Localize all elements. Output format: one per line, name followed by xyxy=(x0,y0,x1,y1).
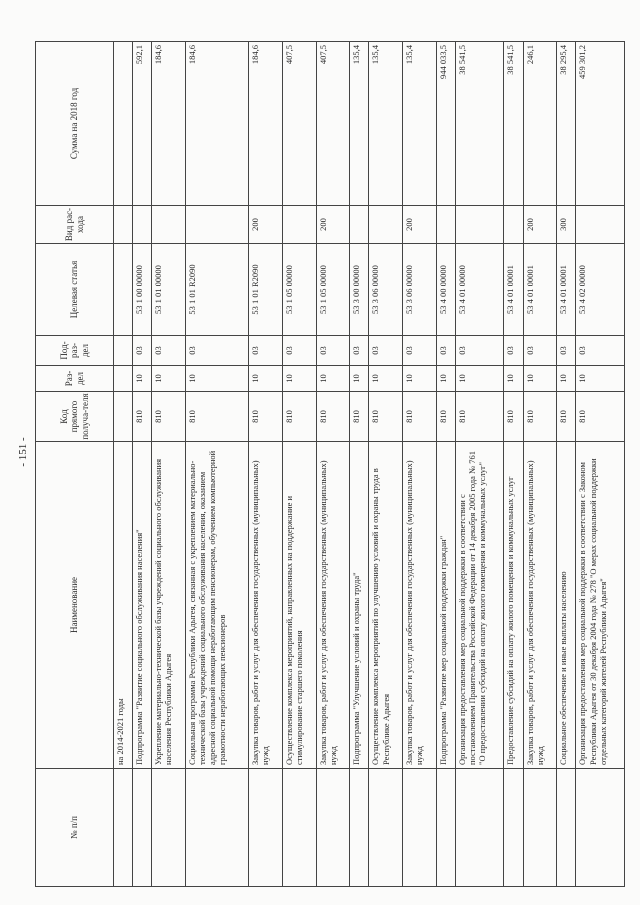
table-row xyxy=(403,42,437,887)
row-num xyxy=(523,769,557,887)
budget-table xyxy=(35,41,625,887)
header-section: Раз-дел xyxy=(36,366,114,392)
row-exp-type xyxy=(152,206,186,244)
row-name: Закупка товаров, работ и услуг для обеспечения государственных (муниципальных) нужд xyxy=(316,442,350,769)
row-code: 810 xyxy=(403,392,437,442)
row-amount: 184,6 xyxy=(185,42,248,206)
table-row xyxy=(152,42,186,887)
table-row xyxy=(249,42,283,887)
row-exp-type xyxy=(576,206,625,244)
row-target xyxy=(114,244,133,336)
row-target: 53 4 01 00001 xyxy=(557,244,576,336)
row-amount: 135,4 xyxy=(403,42,437,206)
row-section: 10 xyxy=(249,366,283,392)
page-number: - 151 - xyxy=(17,437,29,467)
row-exp-type xyxy=(369,206,403,244)
table-row xyxy=(133,42,152,887)
row-subsection: 03 xyxy=(576,336,625,366)
row-name: Подпрограмма "Развитие мер социальной поддержки граждан" xyxy=(436,442,455,769)
row-code: 810 xyxy=(436,392,455,442)
row-section: 10 xyxy=(350,366,369,392)
table-row xyxy=(282,42,316,887)
rotated-page-content xyxy=(35,42,625,887)
row-amount: 135,4 xyxy=(369,42,403,206)
row-num xyxy=(436,769,455,887)
row-section: 10 xyxy=(523,366,557,392)
table-row xyxy=(504,42,523,887)
table-row xyxy=(436,42,455,887)
row-code: 810 xyxy=(504,392,523,442)
row-code: 810 xyxy=(249,392,283,442)
row-section: 10 xyxy=(456,366,504,392)
row-section: 10 xyxy=(576,366,625,392)
row-code: 810 xyxy=(576,392,625,442)
row-amount: 592,1 xyxy=(133,42,152,206)
row-name: Организация предоставления мер социальной поддержки в соответствии с постановлением Правительства Российской Федерации от 14 декабря 2005 года № 761 "О предоставлении субсидий на оплату жилого помещения и коммунальных услуг" xyxy=(456,442,504,769)
table-row xyxy=(576,42,625,887)
row-target: 53 3 00 00000 xyxy=(350,244,369,336)
header-num: № п/п xyxy=(36,769,114,887)
row-code: 810 xyxy=(456,392,504,442)
row-amount: 459 301,2 xyxy=(576,42,625,206)
row-name: Закупка товаров, работ и услуг для обеспечения государственных (муниципальных) нужд xyxy=(403,442,437,769)
row-num xyxy=(185,769,248,887)
row-exp-type xyxy=(114,206,133,244)
row-section xyxy=(114,366,133,392)
row-exp-type xyxy=(282,206,316,244)
row-name: Социальное обеспечение и иные выплаты населению xyxy=(557,442,576,769)
row-name: Организация предоставления мер социальной поддержки в соответствии с Законом Республики Адыгея от 30 декабря 2004 года № 278 "О мерах социальной поддержки отдельных категорий жителей Республики Адыгея" xyxy=(576,442,625,769)
row-code xyxy=(114,392,133,442)
row-code: 810 xyxy=(282,392,316,442)
row-amount: 407,5 xyxy=(282,42,316,206)
row-amount: 184,6 xyxy=(249,42,283,206)
row-target: 53 1 01 R2090 xyxy=(185,244,248,336)
row-subsection: 03 xyxy=(523,336,557,366)
row-name: на 2014-2021 годы xyxy=(114,442,133,769)
row-exp-type: 200 xyxy=(249,206,283,244)
row-section: 10 xyxy=(436,366,455,392)
row-target: 53 4 00 00000 xyxy=(436,244,455,336)
row-num xyxy=(504,769,523,887)
row-subsection: 03 xyxy=(249,336,283,366)
row-code: 810 xyxy=(316,392,350,442)
row-section: 10 xyxy=(504,366,523,392)
row-name: Предоставление субсидий на оплату жилого помещения и коммунальных услуг xyxy=(504,442,523,769)
table-row xyxy=(369,42,403,887)
row-num xyxy=(369,769,403,887)
row-name: Закупка товаров, работ и услуг для обеспечения государственных (муниципальных) нужд xyxy=(249,442,283,769)
row-name: Подпрограмма "Улучшение условий и охраны труда" xyxy=(350,442,369,769)
row-amount: 38 295,4 xyxy=(557,42,576,206)
row-target: 53 4 01 00000 xyxy=(456,244,504,336)
row-amount: 246,1 xyxy=(523,42,557,206)
row-exp-type: 200 xyxy=(316,206,350,244)
table-row xyxy=(523,42,557,887)
row-subsection: 03 xyxy=(316,336,350,366)
row-amount: 184,6 xyxy=(152,42,186,206)
row-subsection: 03 xyxy=(185,336,248,366)
row-code: 810 xyxy=(523,392,557,442)
row-num xyxy=(249,769,283,887)
row-exp-type xyxy=(133,206,152,244)
row-exp-type xyxy=(350,206,369,244)
row-name: Осуществление комплекса мероприятий по улучшению условий и охраны труда в Республике Адыгея xyxy=(369,442,403,769)
row-amount: 407,5 xyxy=(316,42,350,206)
row-code: 810 xyxy=(557,392,576,442)
header-subsection: Под-раз-дел xyxy=(36,336,114,366)
table-row xyxy=(114,42,133,887)
row-num xyxy=(557,769,576,887)
row-section: 10 xyxy=(133,366,152,392)
row-num xyxy=(133,769,152,887)
row-amount: 944 033,5 xyxy=(436,42,455,206)
row-amount xyxy=(114,42,133,206)
row-target: 53 3 06 00000 xyxy=(369,244,403,336)
table-row xyxy=(557,42,576,887)
row-subsection: 03 xyxy=(133,336,152,366)
row-exp-type: 200 xyxy=(403,206,437,244)
row-target: 53 1 01 R2090 xyxy=(249,244,283,336)
row-target: 53 1 05 00000 xyxy=(316,244,350,336)
header-code: Код прямого получа-теля xyxy=(36,392,114,442)
row-subsection: 03 xyxy=(369,336,403,366)
table-row xyxy=(185,42,248,887)
row-name: Подпрограмма "Развитие социального обслуживания населения" xyxy=(133,442,152,769)
row-section: 10 xyxy=(282,366,316,392)
row-code: 810 xyxy=(350,392,369,442)
row-name: Укрепление материально-технической базы учреждений социального обслуживания населения Республики Адыгея xyxy=(152,442,186,769)
row-name: Осуществление комплекса мероприятий, направленных на поддержание и стимулирование старшего поколения xyxy=(282,442,316,769)
row-exp-type: 200 xyxy=(523,206,557,244)
header-name: Наименование xyxy=(36,442,114,769)
table-body xyxy=(114,42,625,887)
row-num xyxy=(576,769,625,887)
row-section: 10 xyxy=(152,366,186,392)
row-exp-type: 300 xyxy=(557,206,576,244)
row-num xyxy=(350,769,369,887)
row-code: 810 xyxy=(133,392,152,442)
row-subsection: 03 xyxy=(282,336,316,366)
row-subsection: 03 xyxy=(504,336,523,366)
row-section: 10 xyxy=(403,366,437,392)
row-section: 10 xyxy=(185,366,248,392)
row-subsection: 03 xyxy=(557,336,576,366)
row-subsection xyxy=(114,336,133,366)
table-header xyxy=(36,42,114,887)
row-code: 810 xyxy=(152,392,186,442)
header-amount: Сумма на 2018 год xyxy=(36,42,114,206)
row-subsection: 03 xyxy=(403,336,437,366)
row-section: 10 xyxy=(557,366,576,392)
row-subsection: 03 xyxy=(436,336,455,366)
row-subsection: 03 xyxy=(456,336,504,366)
row-num xyxy=(152,769,186,887)
row-target: 53 1 00 00000 xyxy=(133,244,152,336)
row-target: 53 4 01 00001 xyxy=(523,244,557,336)
row-exp-type xyxy=(436,206,455,244)
row-target: 53 1 01 00000 xyxy=(152,244,186,336)
row-amount: 38 541,5 xyxy=(504,42,523,206)
row-code: 810 xyxy=(185,392,248,442)
row-section: 10 xyxy=(316,366,350,392)
row-num xyxy=(316,769,350,887)
row-exp-type xyxy=(185,206,248,244)
row-code: 810 xyxy=(369,392,403,442)
row-target: 53 1 05 00000 xyxy=(282,244,316,336)
row-section: 10 xyxy=(369,366,403,392)
row-num xyxy=(403,769,437,887)
row-num xyxy=(114,769,133,887)
row-exp-type xyxy=(456,206,504,244)
row-target: 53 4 01 00001 xyxy=(504,244,523,336)
row-target: 53 4 02 00000 xyxy=(576,244,625,336)
row-num xyxy=(282,769,316,887)
row-amount: 38 541,5 xyxy=(456,42,504,206)
row-name: Закупка товаров, работ и услуг для обеспечения государственных (муниципальных) нужд xyxy=(523,442,557,769)
header-target: Целевая статья xyxy=(36,244,114,336)
table-row xyxy=(456,42,504,887)
row-num xyxy=(456,769,504,887)
row-name: Социальная программа Республики Адыгея, связанная с укреплением материально-технической базы учреждений социального обслуживания населения, оказанием адресной социальной помощи неработающим пенсионерам, обучением компьютерной грамотности неработающих пенсионеров xyxy=(185,442,248,769)
row-target: 53 3 06 00000 xyxy=(403,244,437,336)
table-row xyxy=(350,42,369,887)
table-row xyxy=(316,42,350,887)
row-amount: 135,4 xyxy=(350,42,369,206)
row-exp-type xyxy=(504,206,523,244)
row-subsection: 03 xyxy=(152,336,186,366)
header-exp-type: Вид рас-хода xyxy=(36,206,114,244)
row-subsection: 03 xyxy=(350,336,369,366)
